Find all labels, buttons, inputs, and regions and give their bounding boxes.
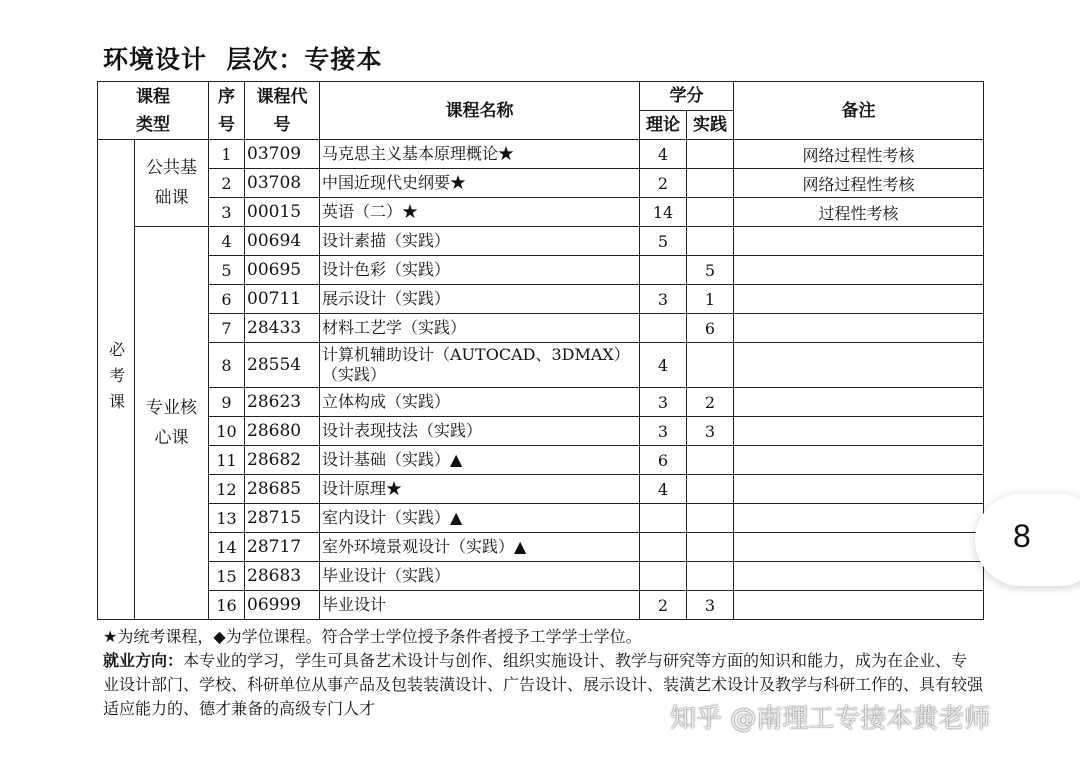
row-name: 中国近现代史纲要★ <box>320 169 640 198</box>
row-code: 28717 <box>245 533 320 562</box>
row-no: 16 <box>209 591 245 620</box>
row-no: 5 <box>209 256 245 285</box>
row-remark <box>734 446 984 475</box>
row-no: 2 <box>209 169 245 198</box>
row-name: 毕业设计 <box>320 591 640 620</box>
row-code: 00694 <box>245 227 320 256</box>
row-code: 28682 <box>245 446 320 475</box>
row-theory: 4 <box>640 140 687 169</box>
header-code: 课程代号 <box>245 82 320 140</box>
employment-text: 本专业的学习，学生可具备艺术设计与创作、组织实施设计、教学与研究等方面的知识和能力，成为在企业、专业设计部门、学校、科研单位从事产品及包装装潢设计、广告设计、展示设计、装潢艺术设计及教学与科研工作的、具有较强适应能力的、德才兼备的高级专门人才 <box>103 651 984 718</box>
row-remark: 网络过程性考核 <box>734 169 984 198</box>
row-theory: 5 <box>640 227 687 256</box>
row-no: 13 <box>209 504 245 533</box>
row-remark <box>734 388 984 417</box>
row-no: 15 <box>209 562 245 591</box>
row-remark <box>734 417 984 446</box>
header-course-type: 课程类型 <box>98 82 209 140</box>
row-name: 展示设计（实践） <box>320 285 640 314</box>
row-remark <box>734 475 984 504</box>
row-no: 7 <box>209 314 245 343</box>
row-practice <box>687 533 734 562</box>
header-name: 课程名称 <box>320 82 640 140</box>
row-practice: 1 <box>687 285 734 314</box>
row-code: 28685 <box>245 475 320 504</box>
row-no: 12 <box>209 475 245 504</box>
course-table <box>97 81 984 620</box>
row-code: 03708 <box>245 169 320 198</box>
row-name: 设计素描（实践） <box>320 227 640 256</box>
header-remark: 备注 <box>734 82 984 140</box>
row-name: 设计基础（实践）▲ <box>320 446 640 475</box>
row-no: 3 <box>209 198 245 227</box>
row-theory <box>640 256 687 285</box>
watermark: 知乎 @南理工专接本黄老师 <box>670 704 991 734</box>
header-seq: 序号 <box>209 82 245 140</box>
row-name: 设计表现技法（实践） <box>320 417 640 446</box>
row-name: 马克思主义基本原理概论★ <box>320 140 640 169</box>
page-number-badge <box>975 494 1080 586</box>
row-practice: 6 <box>687 314 734 343</box>
row-practice <box>687 343 734 388</box>
row-practice: 3 <box>687 591 734 620</box>
row-remark <box>734 562 984 591</box>
row-name: 设计原理★ <box>320 475 640 504</box>
row-name: 计算机辅助设计（AUTOCAD、3DMAX）（实践） <box>320 343 640 388</box>
row-remark <box>734 343 984 388</box>
row-no: 4 <box>209 227 245 256</box>
row-remark: 网络过程性考核 <box>734 140 984 169</box>
page-number: 8 <box>1013 518 1031 554</box>
row-theory <box>640 533 687 562</box>
row-no: 11 <box>209 446 245 475</box>
row-theory: 4 <box>640 343 687 388</box>
row-remark: 过程性考核 <box>734 198 984 227</box>
row-no: 8 <box>209 343 245 388</box>
row-practice <box>687 562 734 591</box>
row-remark <box>734 256 984 285</box>
row-practice <box>687 169 734 198</box>
row-remark <box>734 591 984 620</box>
header-credit: 学分 <box>640 82 734 111</box>
employment-label: 就业方向： <box>103 651 184 670</box>
row-code: 00711 <box>245 285 320 314</box>
row-code: 28683 <box>245 562 320 591</box>
row-name: 材料工艺学（实践） <box>320 314 640 343</box>
row-theory: 14 <box>640 198 687 227</box>
row-theory <box>640 504 687 533</box>
section-required: 必考课 <box>98 140 135 620</box>
row-code: 28623 <box>245 388 320 417</box>
row-theory: 6 <box>640 446 687 475</box>
row-remark <box>734 504 984 533</box>
row-no: 10 <box>209 417 245 446</box>
row-code: 28554 <box>245 343 320 388</box>
row-name: 室内设计（实践）▲ <box>320 504 640 533</box>
row-practice <box>687 475 734 504</box>
row-code: 28433 <box>245 314 320 343</box>
row-code: 00015 <box>245 198 320 227</box>
row-no: 6 <box>209 285 245 314</box>
row-name: 毕业设计（实践） <box>320 562 640 591</box>
row-name: 室外环境景观设计（实践）▲ <box>320 533 640 562</box>
row-practice <box>687 504 734 533</box>
row-code: 00695 <box>245 256 320 285</box>
row-practice <box>687 446 734 475</box>
row-name: 英语（二）★ <box>320 198 640 227</box>
group-core: 专业核心课 <box>135 227 209 620</box>
row-remark <box>734 533 984 562</box>
row-no: 1 <box>209 140 245 169</box>
row-theory <box>640 562 687 591</box>
row-theory: 2 <box>640 169 687 198</box>
row-no: 14 <box>209 533 245 562</box>
row-code: 03709 <box>245 140 320 169</box>
page-title: 环境设计 层次：专接本 <box>103 45 383 74</box>
row-theory: 3 <box>640 417 687 446</box>
row-code: 28680 <box>245 417 320 446</box>
row-practice: 3 <box>687 417 734 446</box>
row-theory <box>640 314 687 343</box>
legend-note: ★为统考课程，◆为学位课程。符合学士学位授予条件者授予工学学士学位。 <box>103 627 642 646</box>
row-name: 设计色彩（实践） <box>320 256 640 285</box>
row-remark <box>734 314 984 343</box>
row-theory: 2 <box>640 591 687 620</box>
row-code: 28715 <box>245 504 320 533</box>
row-practice <box>687 140 734 169</box>
row-theory: 4 <box>640 475 687 504</box>
header-theory: 理论 <box>640 111 687 140</box>
row-remark <box>734 285 984 314</box>
row-theory: 3 <box>640 285 687 314</box>
row-name: 立体构成（实践） <box>320 388 640 417</box>
row-practice <box>687 227 734 256</box>
row-code: 06999 <box>245 591 320 620</box>
row-no: 9 <box>209 388 245 417</box>
group-public: 公共基础课 <box>135 140 209 227</box>
header-practice: 实践 <box>687 111 734 140</box>
row-theory: 3 <box>640 388 687 417</box>
row-practice: 5 <box>687 256 734 285</box>
row-practice: 2 <box>687 388 734 417</box>
row-practice <box>687 198 734 227</box>
row-remark <box>734 227 984 256</box>
